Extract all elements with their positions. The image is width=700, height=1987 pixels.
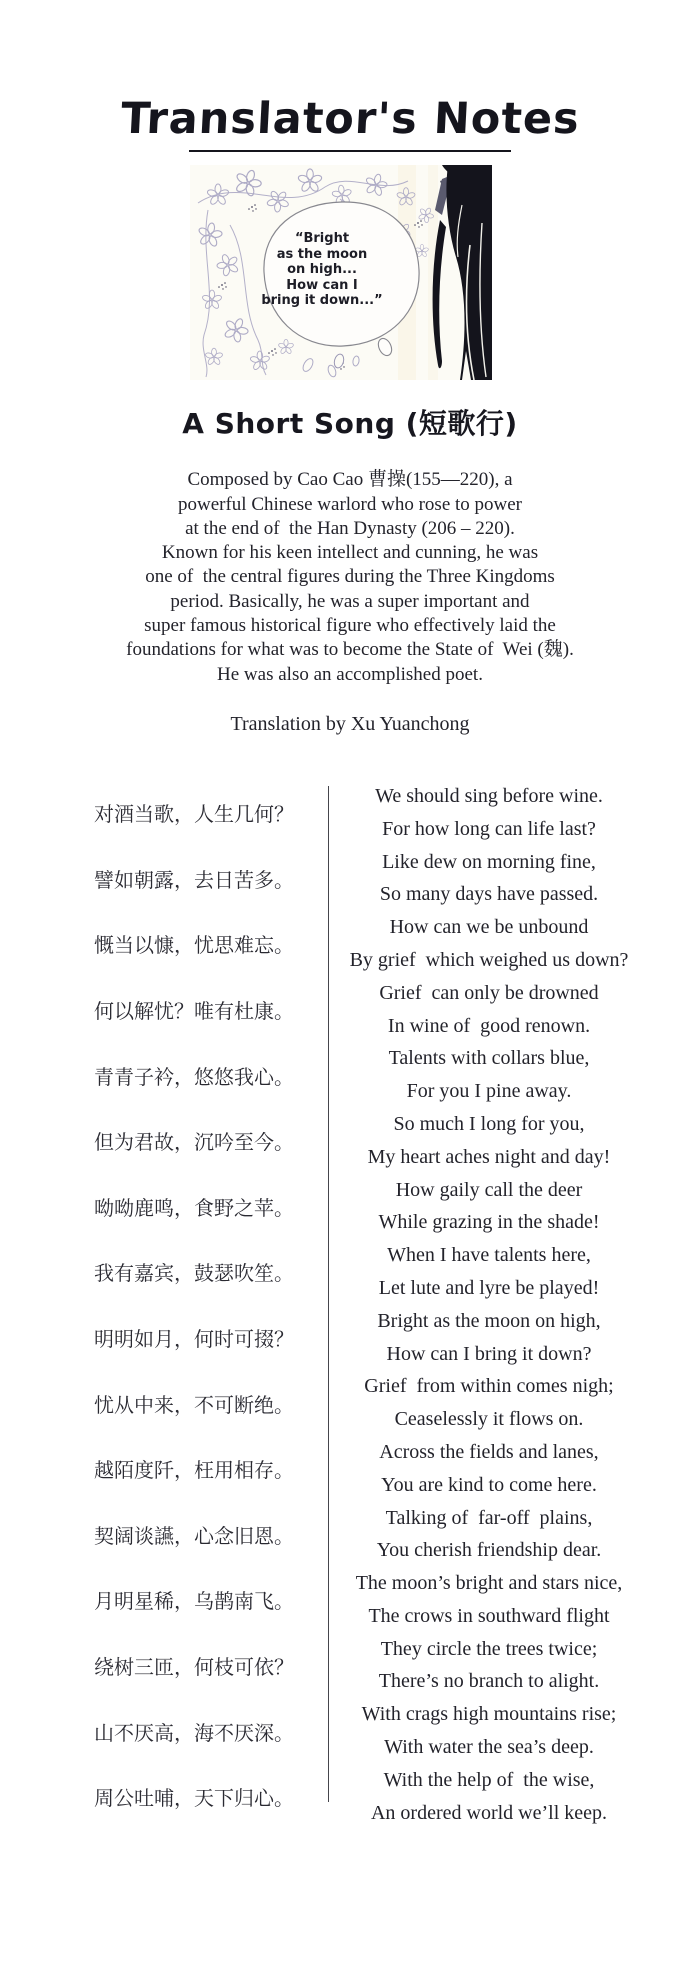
english-verse-line: For you I pine away.	[406, 1080, 572, 1103]
english-verse-line: With crags high mountains rise;	[361, 1703, 617, 1726]
english-couplet	[328, 1633, 700, 1699]
poem-row	[0, 1698, 700, 1764]
intro-line: powerful Chinese warlord who rose to power	[177, 493, 523, 515]
english-couplet	[328, 1042, 700, 1108]
intro-line: one of the central figures during the Three Kingdoms	[145, 566, 555, 588]
english-verse-line: Talents with collars blue,	[388, 1047, 590, 1070]
chinese-verse: 我有嘉宾，鼓瑟吹笙。	[94, 1263, 294, 1286]
poem-divider	[328, 786, 329, 1802]
english-couplet	[328, 977, 700, 1043]
english-verse-line: Grief from within comes nigh;	[364, 1375, 614, 1398]
english-couplet	[328, 1567, 700, 1633]
english-couplet	[328, 780, 700, 846]
english-verse-line: So much I long for you,	[393, 1112, 585, 1135]
english-verse-line: An ordered world we’ll keep.	[370, 1801, 608, 1824]
chinese-verse: 譬如朝露，去日苦多。	[94, 869, 294, 892]
english-verse-line: For how long can life last?	[382, 817, 596, 840]
english-couplet	[328, 1239, 700, 1305]
chinese-verse: 明明如月，何时可掇？	[94, 1329, 294, 1352]
english-verse-line: How can I bring it down?	[386, 1342, 592, 1365]
english-verse-line: So many days have passed.	[379, 883, 599, 906]
chinese-verse: 越陌度阡，枉用相存。	[94, 1460, 294, 1483]
poem-section	[0, 780, 700, 1830]
poem-row	[0, 1305, 700, 1371]
poem-row	[0, 1436, 700, 1502]
english-verse-line: We should sing before wine.	[375, 784, 603, 807]
english-verse-line: How can we be unbound	[389, 916, 589, 939]
chinese-verse: 忧从中来，不可断绝。	[94, 1394, 294, 1417]
chinese-verse: 对酒当歌，人生几何？	[94, 804, 294, 827]
speech-bubble-text	[242, 231, 402, 309]
chinese-verse: 月明星稀，乌鹊南飞。	[94, 1591, 294, 1614]
section-subtitle: A Short Song (短歌行)	[182, 407, 518, 441]
english-verse-line: How gaily call the deer	[395, 1178, 583, 1201]
poem-rows	[0, 780, 700, 1830]
chinese-verse: 绕树三匝，何枝可依？	[94, 1656, 294, 1679]
poem-row	[0, 846, 700, 912]
english-verse-line: You are kind to come here.	[381, 1473, 597, 1496]
english-verse-line: With the help of the wise,	[383, 1768, 595, 1791]
title-block	[0, 0, 700, 152]
english-verse-line: Ceaselessly it flows on.	[394, 1408, 584, 1431]
page-title: Translator's Notes	[119, 94, 581, 144]
intro-line: He was also an accomplished poet.	[217, 663, 483, 685]
english-couplet	[328, 1370, 700, 1436]
bubble-text-line: How can I	[286, 277, 358, 293]
english-verse-line: They circle the trees twice;	[380, 1637, 598, 1660]
english-couplet	[328, 1108, 700, 1174]
chinese-verse: 何以解忧？唯有杜康。	[94, 1001, 294, 1024]
english-couplet	[328, 1174, 700, 1240]
english-verse-line: With water the sea’s deep.	[384, 1736, 594, 1759]
poem-row	[0, 1370, 700, 1436]
chinese-verse: 契阔谈讌，心念旧恩。	[94, 1525, 294, 1548]
english-verse-line: When I have talents here,	[387, 1244, 591, 1267]
english-verse-line: Grief can only be drowned	[379, 981, 599, 1004]
chinese-verse: 周公吐哺，天下归心。	[94, 1788, 294, 1811]
poem-row	[0, 1567, 700, 1633]
intro-line: super famous historical figure who effectively laid the	[144, 615, 556, 637]
poem-row	[0, 1174, 700, 1240]
english-couplet	[328, 1305, 700, 1371]
english-verse-line: There’s no branch to alight.	[378, 1670, 600, 1693]
poem-row	[0, 1502, 700, 1568]
intro-line: Known for his keen intellect and cunning, he was	[161, 542, 539, 564]
english-verse-line: Like dew on morning fine,	[382, 850, 596, 873]
chinese-verse: 慨当以慷，忧思难忘。	[94, 935, 294, 958]
english-couplet	[328, 911, 700, 977]
chinese-verse: 青青子衿，悠悠我心。	[94, 1066, 294, 1089]
english-verse-line: Talking of far-off plains,	[385, 1506, 593, 1529]
chinese-verse: 山不厌高，海不厌深。	[94, 1722, 294, 1745]
english-verse-line: Bright as the moon on high,	[377, 1309, 601, 1332]
manga-panel	[190, 165, 492, 380]
english-verse-line: By grief which weighed us down?	[349, 948, 629, 971]
intro-paragraph	[0, 468, 700, 687]
translator-credit: Translation by Xu Yuanchong	[230, 712, 470, 735]
poem-row	[0, 1042, 700, 1108]
english-verse-line: The crows in southward flight	[368, 1604, 610, 1627]
poem-row	[0, 977, 700, 1043]
intro-line: foundations for what was to become the State of Wei (魏).	[126, 639, 574, 661]
bubble-text-line: as the moon	[276, 246, 368, 262]
chinese-verse: 呦呦鹿鸣，食野之苹。	[94, 1197, 294, 1220]
intro-line: period. Basically, he was a super important and	[170, 590, 530, 612]
english-verse-line: The moon’s bright and stars nice,	[355, 1572, 623, 1595]
english-couplet	[328, 1764, 700, 1830]
english-verse-line: While grazing in the shade!	[378, 1211, 600, 1234]
intro-line: Composed by Cao Cao 曹操(155—220), a	[187, 469, 513, 491]
bubble-text-line: bring it down...”	[261, 293, 383, 309]
english-verse-line: In wine of good renown.	[387, 1014, 591, 1037]
english-verse-line: You cherish friendship dear.	[376, 1539, 602, 1562]
poem-row	[0, 1764, 700, 1830]
english-verse-line: My heart aches night and day!	[367, 1145, 611, 1168]
intro-line: at the end of the Han Dynasty (206 – 220).	[185, 517, 515, 539]
english-couplet	[328, 1502, 700, 1568]
english-verse-line: Let lute and lyre be played!	[378, 1276, 600, 1299]
bubble-text-line: “Bright	[294, 231, 350, 247]
poem-row	[0, 1108, 700, 1174]
english-couplet	[328, 1698, 700, 1764]
poem-row	[0, 780, 700, 846]
chinese-verse: 但为君故，沉吟至今。	[94, 1132, 294, 1155]
poem-row	[0, 911, 700, 977]
bubble-text-line: on high...	[287, 262, 357, 278]
poem-row	[0, 1633, 700, 1699]
title-underline	[189, 150, 511, 152]
poem-row	[0, 1239, 700, 1305]
english-verse-line: Across the fields and lanes,	[379, 1440, 599, 1463]
english-couplet	[328, 846, 700, 912]
english-couplet	[328, 1436, 700, 1502]
